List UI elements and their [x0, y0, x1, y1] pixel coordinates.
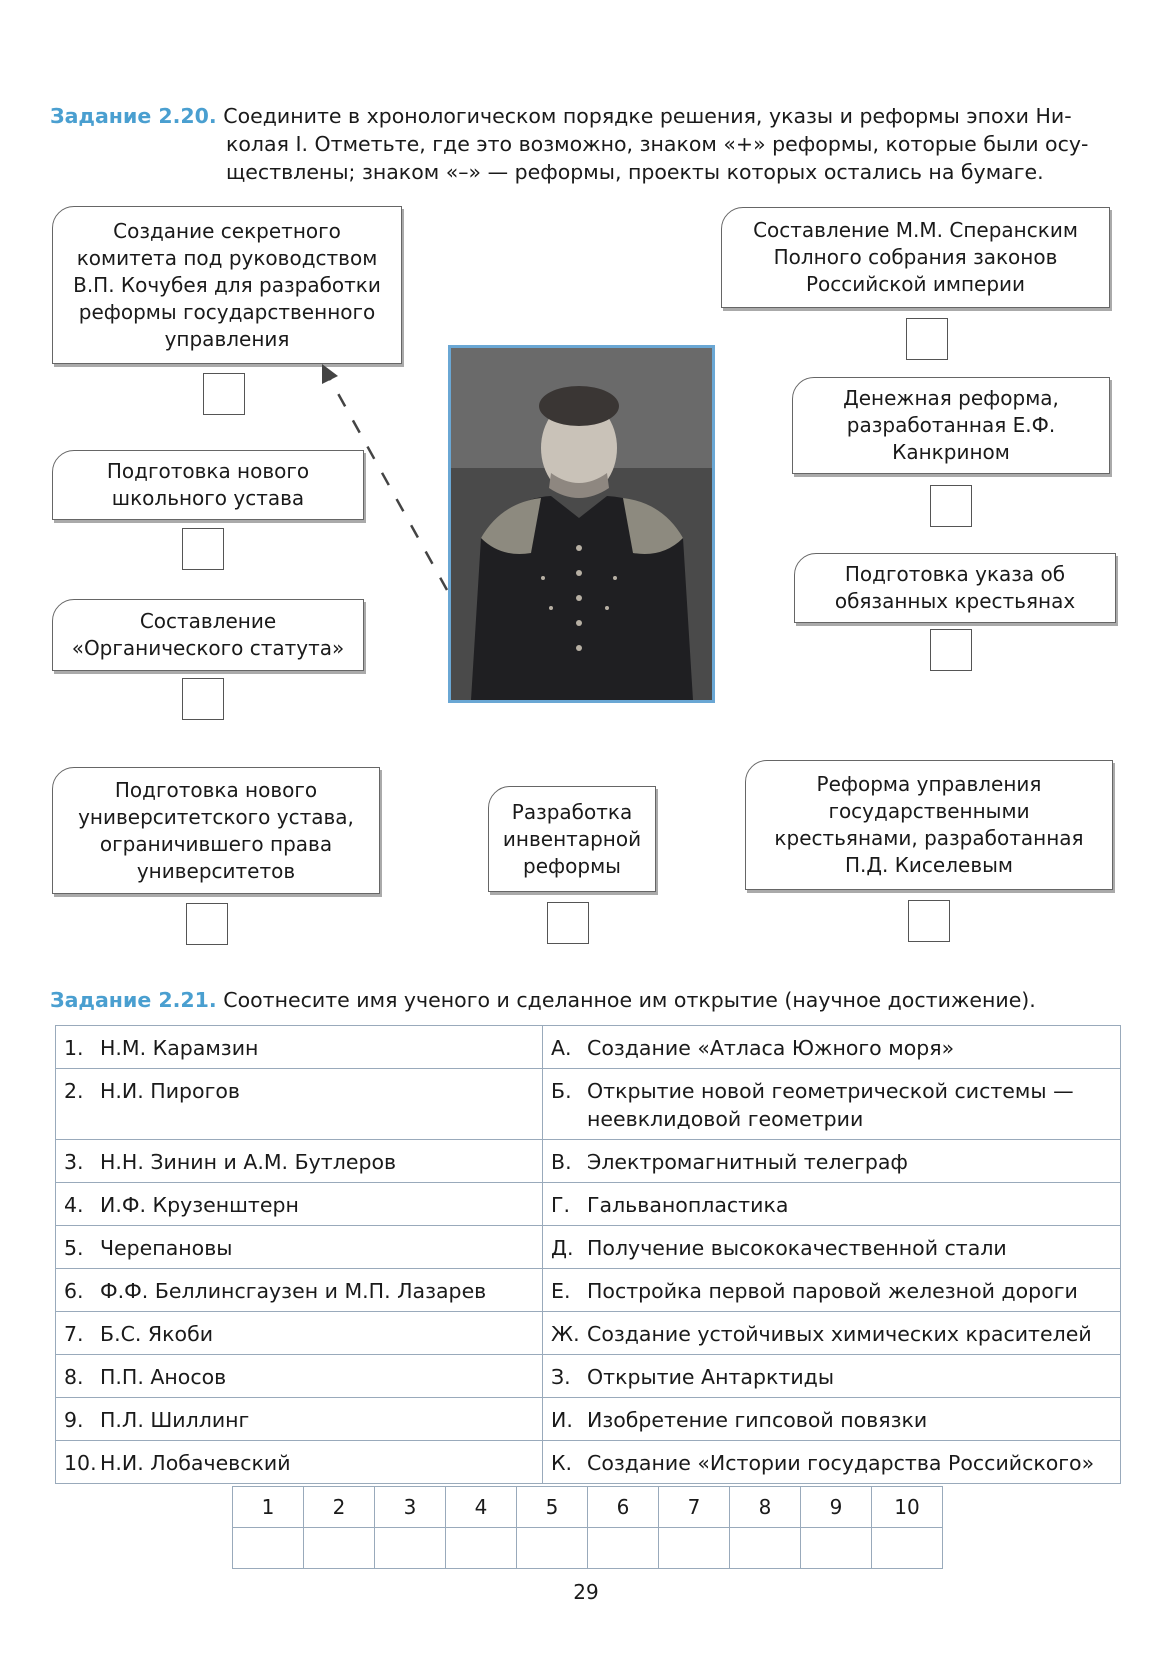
- table-row: [56, 1183, 1121, 1226]
- row-letter: Б.: [551, 1079, 572, 1103]
- scientist-name: Н.И. Пирогов: [100, 1079, 240, 1103]
- event-box-obliged-peasants: [794, 553, 1116, 623]
- scientist-name: П.Л. Шиллинг: [100, 1408, 250, 1432]
- table-row: [56, 1312, 1121, 1355]
- scientist-cell: [56, 1312, 543, 1355]
- row-number: 8.: [64, 1365, 84, 1389]
- mark-checkbox[interactable]: [547, 902, 589, 944]
- table-row: [56, 1226, 1121, 1269]
- event-box-kiselev-reform: [745, 760, 1113, 890]
- event-text: Подготовка нового школьного устава: [106, 459, 310, 510]
- event-text: Составление «Органического статута»: [71, 609, 345, 660]
- portrait-image: [451, 348, 712, 700]
- achievement-text: Получение высококачественной стали: [587, 1236, 1007, 1260]
- row-letter: Г.: [551, 1193, 571, 1217]
- nicholas-i-portrait: [448, 345, 715, 703]
- answer-grid: [232, 1486, 943, 1569]
- answer-input-cell[interactable]: [233, 1528, 304, 1569]
- achievement-cell: [543, 1355, 1121, 1398]
- scientist-name: И.Ф. Крузенштерн: [100, 1193, 299, 1217]
- scientist-name: Н.М. Карамзин: [100, 1036, 259, 1060]
- achievement-text: Электромагнитный телеграф: [587, 1150, 908, 1174]
- row-letter: Ж.: [551, 1322, 580, 1346]
- row-number: 10.: [64, 1451, 97, 1475]
- task-label: Задание 2.20.: [50, 104, 217, 128]
- achievement-text: Создание «Атласа Южного моря»: [587, 1036, 955, 1060]
- mark-checkbox[interactable]: [930, 485, 972, 527]
- mark-checkbox[interactable]: [906, 318, 948, 360]
- answer-input-cell[interactable]: [659, 1528, 730, 1569]
- row-number: 2.: [64, 1079, 84, 1103]
- scientist-name: Н.И. Лобачевский: [100, 1451, 291, 1475]
- table-row: [56, 1441, 1121, 1484]
- row-number: 1.: [64, 1036, 84, 1060]
- scientist-cell: [56, 1026, 543, 1069]
- instruction-text: Соотнесите имя ученого и сделанное им открытие (научное достижение).: [223, 988, 1036, 1012]
- answer-input-cell[interactable]: [801, 1528, 872, 1569]
- table-row: [56, 1269, 1121, 1312]
- instruction-line-2: колая I. Отметьте, где это возможно, знаком «+» реформы, которые были осу-: [226, 132, 1089, 156]
- achievement-text: Гальванопластика: [587, 1193, 789, 1217]
- achievement-cell: [543, 1226, 1121, 1269]
- scientist-cell: [56, 1441, 543, 1484]
- row-letter: В.: [551, 1150, 572, 1174]
- answer-header-cell: 7: [659, 1487, 730, 1528]
- achievement-cell: [543, 1026, 1121, 1069]
- scientist-name: Черепановы: [100, 1236, 233, 1260]
- event-text: Денежная реформа, разработанная Е.Ф. Канкрином: [843, 386, 1059, 464]
- row-letter: И.: [551, 1408, 573, 1432]
- matching-table: [55, 1025, 1121, 1484]
- achievement-text: Открытие новой геометрической системы — неевклидовой геометрии: [587, 1079, 1074, 1131]
- scientist-name: Н.Н. Зинин и А.М. Бутлеров: [100, 1150, 397, 1174]
- task-2-21-instructions: [50, 986, 1120, 1014]
- scientist-cell: [56, 1226, 543, 1269]
- answer-header-cell: 6: [588, 1487, 659, 1528]
- achievement-cell: [543, 1441, 1121, 1484]
- mark-checkbox[interactable]: [182, 528, 224, 570]
- answer-input-cell[interactable]: [588, 1528, 659, 1569]
- instruction-line-1: Соедините в хронологическом порядке решения, указы и реформы эпохи Ни-: [223, 104, 1072, 128]
- scientist-name: Ф.Ф. Беллинсгаузен и М.П. Лазарев: [100, 1279, 487, 1303]
- row-letter: З.: [551, 1365, 571, 1389]
- achievement-cell: [543, 1398, 1121, 1441]
- event-text: Разработка инвентарной реформы: [502, 799, 642, 878]
- achievement-cell: [543, 1069, 1121, 1140]
- scientist-cell: [56, 1269, 543, 1312]
- answer-input-cell[interactable]: [517, 1528, 588, 1569]
- event-box-organic-statute: [52, 599, 364, 671]
- row-letter: Д.: [551, 1236, 574, 1260]
- event-text: Составление М.М. Сперанским Полного собрания законов Российской империи: [753, 218, 1078, 296]
- achievement-text: Создание устойчивых химических красителей: [587, 1322, 1092, 1346]
- mark-checkbox[interactable]: [930, 629, 972, 671]
- scientist-cell: [56, 1398, 543, 1441]
- scientist-name: Б.С. Якоби: [100, 1322, 214, 1346]
- answer-header-cell: 4: [446, 1487, 517, 1528]
- answer-header-cell: 2: [304, 1487, 375, 1528]
- achievement-text: Создание «Истории государства Российского»: [587, 1451, 1095, 1475]
- task-label: Задание 2.21.: [50, 988, 217, 1012]
- row-number: 5.: [64, 1236, 84, 1260]
- answer-header-cell: 1: [233, 1487, 304, 1528]
- answer-input-cell[interactable]: [730, 1528, 801, 1569]
- table-row: [56, 1026, 1121, 1069]
- page-number: 29: [573, 1580, 599, 1604]
- table-row: [56, 1140, 1121, 1183]
- answer-input-cell[interactable]: [304, 1528, 375, 1569]
- row-number: 9.: [64, 1408, 84, 1432]
- scientist-cell: [56, 1069, 543, 1140]
- scientist-cell: [56, 1355, 543, 1398]
- event-box-monetary-reform: [792, 377, 1110, 474]
- achievement-cell: [543, 1183, 1121, 1226]
- scientist-cell: [56, 1183, 543, 1226]
- event-box-secret-committee: [52, 206, 402, 364]
- instruction-line-3: ществлены; знаком «–» — реформы, проекты которых остались на бумаге.: [226, 160, 1044, 184]
- event-text: Подготовка нового университетского устава, ограничившего права университетов: [78, 777, 354, 883]
- event-box-inventory-reform: [488, 786, 656, 892]
- row-number: 7.: [64, 1322, 84, 1346]
- row-number: 3.: [64, 1150, 84, 1174]
- row-number: 6.: [64, 1279, 84, 1303]
- answer-input-cell[interactable]: [375, 1528, 446, 1569]
- mark-checkbox[interactable]: [203, 373, 245, 415]
- answer-header-cell: 9: [801, 1487, 872, 1528]
- answer-input-cell[interactable]: [872, 1528, 943, 1569]
- row-number: 4.: [64, 1193, 84, 1217]
- event-text: Создание секретного комитета под руководством В.П. Кочубея для разработки реформы государственного управления: [73, 218, 381, 351]
- achievement-cell: [543, 1269, 1121, 1312]
- row-letter: Е.: [551, 1279, 571, 1303]
- answer-header-cell: 8: [730, 1487, 801, 1528]
- event-box-speransky: [721, 207, 1110, 308]
- achievement-text: Открытие Антарктиды: [587, 1365, 835, 1389]
- achievement-text: Изобретение гипсовой повязки: [587, 1408, 928, 1432]
- achievement-cell: [543, 1140, 1121, 1183]
- row-letter: К.: [551, 1451, 573, 1475]
- answer-input-cell[interactable]: [446, 1528, 517, 1569]
- mark-checkbox[interactable]: [908, 900, 950, 942]
- table-row: [56, 1069, 1121, 1140]
- mark-checkbox[interactable]: [186, 903, 228, 945]
- achievement-cell: [543, 1312, 1121, 1355]
- answer-header-cell: 3: [375, 1487, 446, 1528]
- event-text: Реформа управления государственными крестьянами, разработанная П.Д. Киселевым: [774, 772, 1084, 877]
- event-box-university-charter: [52, 767, 380, 894]
- answer-header-cell: 10: [872, 1487, 943, 1528]
- scientist-cell: [56, 1140, 543, 1183]
- table-row: [56, 1398, 1121, 1441]
- table-row: [56, 1355, 1121, 1398]
- answer-header-cell: 5: [517, 1487, 588, 1528]
- achievement-text: Постройка первой паровой железной дороги: [587, 1279, 1078, 1303]
- scientist-name: П.П. Аносов: [100, 1365, 227, 1389]
- row-letter: А.: [551, 1036, 572, 1060]
- event-text: Подготовка указа об обязанных крестьянах: [834, 562, 1076, 613]
- task-2-20-instructions: [50, 102, 1120, 186]
- mark-checkbox[interactable]: [182, 678, 224, 720]
- event-box-school-charter: [52, 450, 364, 520]
